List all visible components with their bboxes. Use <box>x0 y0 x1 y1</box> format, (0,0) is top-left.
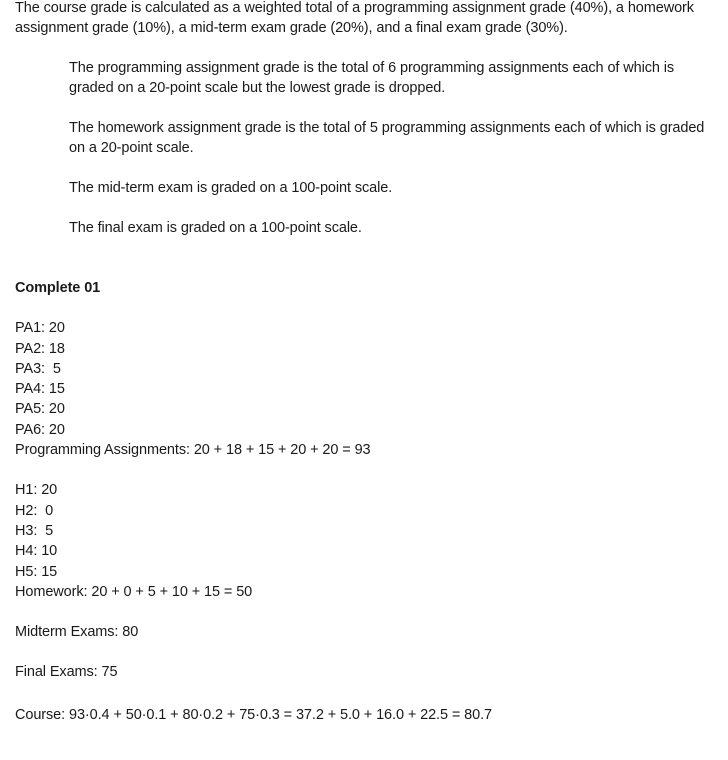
section-heading: Complete 01 <box>15 280 101 296</box>
list-item: PA3: 5 <box>15 360 61 377</box>
list-item: PA1: 20 <box>15 320 65 337</box>
programming-total: Programming Assignments: 20 + 18 + 15 + 20 + 20 = 93 <box>15 442 371 459</box>
list-item: H1: 20 <box>15 482 58 499</box>
programming-list <box>15 318 720 460</box>
list-item: H5: 15 <box>15 563 58 580</box>
homework-total: Homework: 20 + 0 + 5 + 10 + 15 = 50 <box>15 583 253 600</box>
list-item: PA6: 20 <box>15 421 65 438</box>
list-item: PA2: 18 <box>15 340 65 357</box>
final-rule: The final exam is graded on a 100-point scale. <box>69 220 362 236</box>
list-item: PA4: 15 <box>15 381 65 398</box>
homework-rule: The homework assignment grade is the total of 5 programming assignments each of which is graded on a 20-point scale. <box>69 120 705 156</box>
midterm-rule: The mid-term exam is graded on a 100-point scale. <box>69 180 393 196</box>
programming-rule: The programming assignment grade is the total of 6 programming assignments each of which is graded on a 20-point scale but the lowest grade is dropped. <box>69 60 675 96</box>
midterm-score: Midterm Exams: 80 <box>15 624 139 641</box>
list-item: PA5: 20 <box>15 401 65 418</box>
document-body <box>15 0 720 725</box>
final-score: Final Exams: 75 <box>15 664 118 681</box>
list-item: H2: 0 <box>15 502 54 519</box>
course-grade: Course: 93·0.4 + 50·0.1 + 80·0.2 + 75·0.3 = 37.2 + 5.0 + 16.0 + 22.5 = 80.7 <box>15 706 492 723</box>
list-item: H3: 5 <box>15 522 54 539</box>
list-item: H4: 10 <box>15 543 58 560</box>
homework-list <box>15 480 720 602</box>
intro-paragraph: The course grade is calculated as a weighted total of a programming assignment grade (40%), a homework assignment grade (10%), a mid-term exam grade (20%), and a final exam grade (30%). <box>15 0 694 36</box>
